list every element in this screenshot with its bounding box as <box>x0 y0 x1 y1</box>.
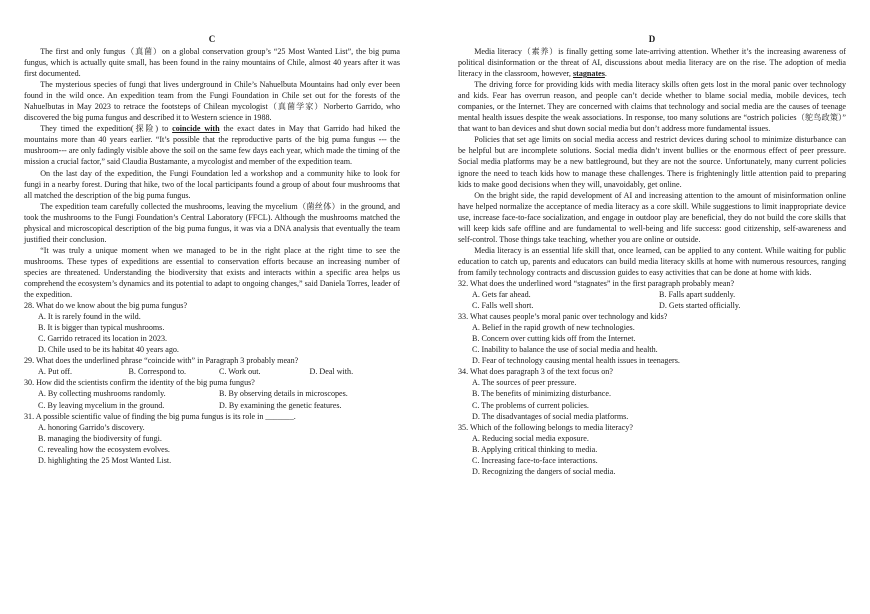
question-stem: 32. What does the underlined word “stagnates” in the first paragraph probably mean? <box>458 278 735 288</box>
answer-option[interactable]: A. The sources of peer pressure. <box>472 378 577 388</box>
passage-c-paragraph-3 <box>24 123 400 167</box>
passage-c-paragraph-6: “It was truly a unique moment when we managed to be in the right place at the right time to see the mushrooms. These types of expeditions are essential to conservation efforts because an increasing number of species are threatened. Understanding the biodiversity that exists and interacts within a specific area helps us comprehend the ecosystem’s dynamics and its potential to adapt to ongoing changes,” said Daniela Torres, leader of the expedition. <box>24 245 400 300</box>
answer-option[interactable]: C. Falls well short. <box>472 301 534 311</box>
answer-option[interactable]: D. By examining the genetic features. <box>219 400 342 410</box>
answer-option[interactable]: B. The benefits of minimizing disturbance. <box>472 389 611 399</box>
passage-c-paragraph-1: The first and only fungus（真菌）on a global conservation group’s “25 Most Wanted List”, the big puma fungus, which is actually quite small, has been found in the rainy mountains of Chile, almost 40 years after it was first documented. <box>24 47 400 79</box>
answer-option[interactable]: B. Concern over cutting kids off from the Internet. <box>472 334 636 344</box>
question-stem: 35. Which of the following belongs to media literacy? <box>458 422 633 432</box>
options-row <box>38 366 400 377</box>
questions-d <box>458 278 846 477</box>
question-stem: 28. What do we know about the big puma fungus? <box>24 301 188 311</box>
answer-option[interactable]: D. Deal with. <box>309 367 354 377</box>
p1-text-after: . <box>604 69 607 79</box>
answer-options <box>458 377 846 421</box>
answer-option[interactable]: A. It is rarely found in the wild. <box>38 312 141 322</box>
question-stem: 33. What causes people’s moral panic over technology and kids? <box>458 312 668 322</box>
p1-text-before: Media literacy（素养）is finally getting some late-arriving attention. Whether it’s the increasing awareness of political disinformation or the threat of AI, discussions about media literacy are on the rise. The adoption of media literacy in the classroom, however, <box>458 47 846 79</box>
question-stem: 34. What does paragraph 3 of the text focus on? <box>458 367 613 377</box>
answer-option[interactable]: B. Falls apart suddenly. <box>659 290 736 300</box>
answer-option[interactable]: C. Increasing face-to-face interactions. <box>472 455 598 465</box>
question-stem: 31. A possible scientific value of finding the big puma fungus is its role in _______. <box>24 411 296 421</box>
passage-d-paragraph-5: Media literacy is an essential life skill that, once learned, can be applied to any content. While waiting for public education to catch up, parents and educators can build media literacy skills at home with numerous resources, ranging from family technology contracts and discussion guides to easy activities that can be done at home with kids. <box>458 245 846 277</box>
answer-option[interactable]: A. Belief in the rapid growth of new technologies. <box>472 323 635 333</box>
answer-option[interactable]: B. Correspond to. <box>128 367 187 377</box>
passage-d-title: D <box>648 34 656 44</box>
answer-options <box>458 433 846 477</box>
answer-options <box>24 311 400 355</box>
p3-text-after: the exact dates in May that Garrido had hiked the mountains more than 40 years earlier. “It’s possible that the reproductive parts of the big puma fungus --- the mushroom--- are only fadingly visible above the soil on the same few days each year, which made the timing of the mission a crucial factor,” said Claudia Bustamante, a mycologist and member of the expedition team. <box>24 124 401 167</box>
underlined-word: stagnates <box>572 69 605 79</box>
answer-options <box>24 366 400 377</box>
answer-option[interactable]: D. Gets started officially. <box>659 301 741 311</box>
passage-d-paragraph-4: On the bright side, the rapid development of AI and increasing attention to the amount of misinformation online have helped normalize the acceptance of media literacy as a core skill. While suggestions to limit inappropriate device use, increase face-to-face socialization, and engage in outdoor play are beneficial, they do not build the core skills that will keep kids safe offline and are fundamental to well-being and life success: good citizenship, self-awareness and self-control. Those things take teaching, whether you are online or outside. <box>458 190 846 244</box>
question-stem: 29. What does the underlined phrase “coincide with” in Paragraph 3 probably mean? <box>24 356 299 366</box>
answer-option[interactable]: D. Recognizing the dangers of social media. <box>472 466 616 476</box>
answer-options <box>458 289 846 311</box>
options-row <box>38 400 400 411</box>
answer-options <box>458 322 846 366</box>
answer-option[interactable]: A. honoring Garrido’s discovery. <box>38 422 145 432</box>
passage-c-paragraph-4: On the last day of the expedition, the Fungi Foundation led a workshop and a community hike to look for fungi in a nearby forest. During that hike, two of the local participants found a group of about four mushrooms that all matched the description of the big puma fungus. <box>24 168 400 200</box>
passage-d-paragraph-1 <box>458 46 846 79</box>
answer-option[interactable]: C. Work out. <box>219 367 261 377</box>
passage-d-paragraph-3: Policies that set age limits on social media access and restrict devices during school to minimize disturbance can be helpful but are incomplete solutions. Social media didn’t invent bullies or the enormous effect of peer pressure. Social media platforms may be a new battleground, but they are not the source. Unfortunately, many current policies ignore the need to teach kids how to manage these challenges. There is frighteningly little attention paid to preparing kids to make good decisions when they will, unavoidably, get online. <box>458 135 846 189</box>
answer-options <box>24 388 400 410</box>
answer-option[interactable]: D. The disadvantages of social media platforms. <box>472 411 629 421</box>
question-stem: 30. How did the scientists confirm the identity of the big puma fungus? <box>24 378 255 388</box>
passage-c-column <box>24 34 400 466</box>
passage-d-column <box>458 34 846 477</box>
passage-c-paragraph-5: The expedition team carefully collected the mushrooms, leaving the mycelium（菌丝体）in the ground, and took the mushrooms to the Fungi Foundation’s Central Laboratory (FFCL). Although the mushrooms matched the physical and microscopical description of the big puma fungus, it was via a DNA analysis that eventually the team justified their conclusion. <box>24 201 400 244</box>
p3-text-before: They timed the expedition(探险) to <box>40 124 173 134</box>
passage-c-title: C <box>208 34 216 44</box>
answer-option[interactable]: C. revealing how the ecosystem evolves. <box>38 444 170 454</box>
options-row <box>472 289 846 300</box>
passage-d-paragraph-2: The driving force for providing kids with media literacy skills often gets lost in the moral panic over technology and kids. Fear has overrun reason, and people can’t decide whether to blame social media, mobile devices, tech companies, or the Internet. They are concerned with claims that technology and social media are the causes of teenage mental health issues despite the weak associations. In response, too many solutions are “ostrich policies（鸵鸟政策）” that want to ban devices and shut down social media but don’t address more fundamental issues. <box>458 80 846 134</box>
questions-c <box>24 300 400 466</box>
answer-option[interactable]: C. Inability to balance the use of social media and health. <box>472 345 658 355</box>
answer-option[interactable]: A. Put off. <box>38 367 73 377</box>
answer-option[interactable]: C. By leaving mycelium in the ground. <box>38 400 165 410</box>
answer-option[interactable]: B. By observing details in microscopes. <box>219 389 348 399</box>
answer-option[interactable]: C. Garrido retraced its location in 2023. <box>38 334 168 344</box>
passage-c-paragraph-2: The mysterious species of fungi that lives underground in Chile’s Nahuelbuta Mountains had only ever been found in the wild once. An expedition team from the Fungi Foundation in Chile set out for the forests of the Nahuelbutas in May 2023 to retrace the footsteps of Chilean mycologist（真菌学家）Norberto Garrido, who discovered the big puma fungus and described it to Western science in 1988. <box>24 80 400 123</box>
answer-option[interactable]: A. Reducing social media exposure. <box>472 433 589 443</box>
answer-option[interactable]: A. By collecting mushrooms randomly. <box>38 389 166 399</box>
answer-option[interactable]: A. Gets far ahead. <box>472 290 531 300</box>
answer-option[interactable]: B. Applying critical thinking to media. <box>472 444 598 454</box>
answer-option[interactable]: D. highlighting the 25 Most Wanted List. <box>38 455 172 465</box>
options-row <box>38 388 400 399</box>
answer-option[interactable]: C. The problems of current policies. <box>472 400 589 410</box>
answer-option[interactable]: B. It is bigger than typical mushrooms. <box>38 323 165 333</box>
answer-option[interactable]: D. Fear of technology causing mental health issues in teenagers. <box>472 356 680 366</box>
answer-option[interactable]: B. managing the biodiversity of fungi. <box>38 433 162 443</box>
answer-options <box>24 422 400 466</box>
underlined-phrase: coincide with <box>172 124 220 134</box>
options-row <box>472 300 846 311</box>
answer-option[interactable]: D. Chile used to be its habitat 40 years ago. <box>38 345 179 355</box>
